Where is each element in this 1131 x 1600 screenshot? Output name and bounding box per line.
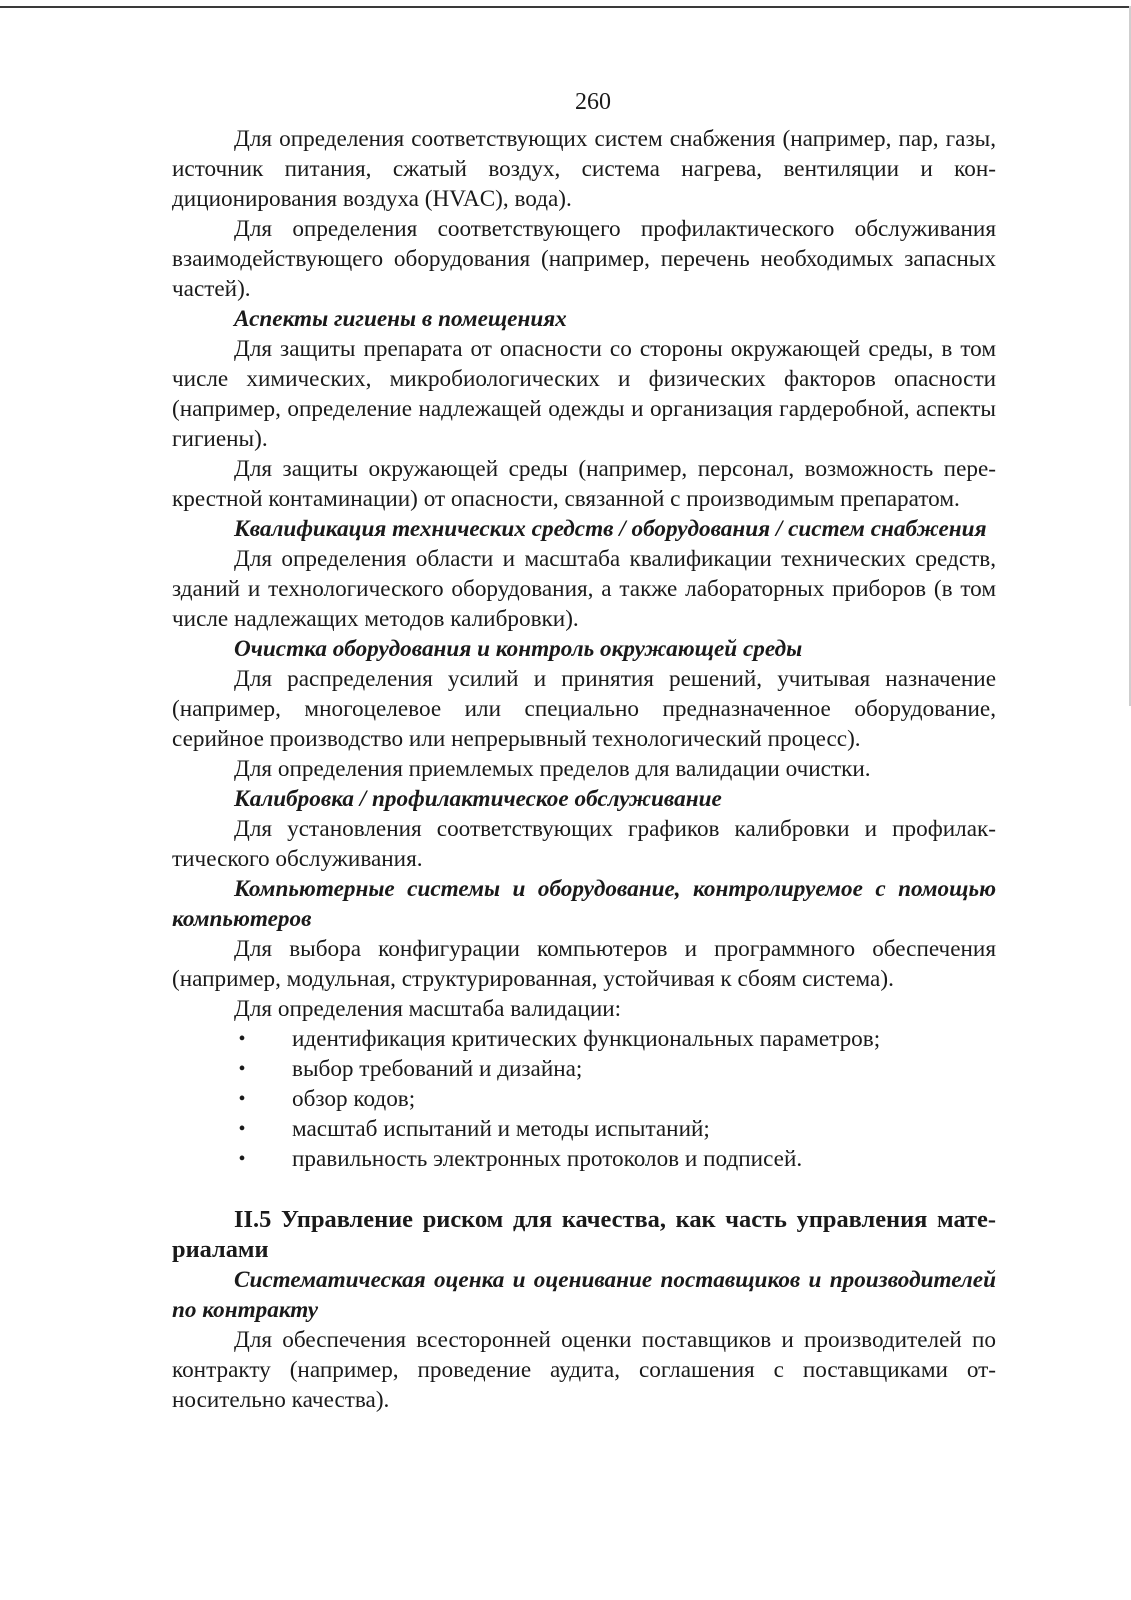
bullet-icon: • bbox=[238, 1088, 246, 1110]
validation-scope-list bbox=[172, 1024, 996, 1174]
paragraph: Для определения соответствующего профилактического обслуживания взаимодействующего оборудования (например, перечень необходимых запасных частей). bbox=[172, 216, 996, 302]
bullet-icon: • bbox=[238, 1058, 246, 1080]
list-item-text: правильность электронных протоколов и подписей. bbox=[292, 1146, 803, 1172]
paragraph: Для защиты препарата от опасности со стороны окружающей среды, в том числе химических, микробиологических и физических факторов опасности (например, определение надлежащей одежды и организация гардеробной, аспекты гигиены). bbox=[172, 336, 996, 452]
list-item bbox=[172, 1144, 996, 1174]
paragraph: Для выбора конфигурации компьютеров и программного обеспечения (например, модульная, структурированная, устойчивая к сбоям система). bbox=[172, 936, 996, 992]
document-body bbox=[172, 124, 996, 1415]
list-item-text: выбор требований и дизайна; bbox=[292, 1056, 583, 1082]
section-title: II.5 Управление риском для качества, как часть управления материалами bbox=[172, 1206, 996, 1263]
bullet-icon: • bbox=[238, 1148, 246, 1170]
paragraph: Для определения соответствующих систем снабжения (например, пар, газы, источник питания, сжатый воздух, система нагрева, вентиляции и кондиционирования воздуха (HVAC), вода). bbox=[172, 126, 996, 212]
page-number: 260 bbox=[575, 89, 611, 115]
section-spacer bbox=[172, 1174, 996, 1205]
list-item-text: обзор кодов; bbox=[292, 1086, 416, 1112]
bullet-icon: • bbox=[238, 1118, 246, 1140]
subheading-computers: Компьютерные системы и оборудование, контролируемое с помощью компьютеров bbox=[172, 876, 996, 932]
paragraph: Для защиты окружающей среды (например, персонал, возможность перекрестной контаминации) от опасности, связанной с производимым препаратом. bbox=[172, 456, 996, 512]
paragraph: Для определения области и масштаба квалификации технических средств, зданий и технологического оборудования, а также лабораторных приборов (в том числе надлежащих методов калибровки). bbox=[172, 546, 996, 632]
paragraph: Для определения приемлемых пределов для валидации очистки. bbox=[234, 756, 871, 782]
top-border-line bbox=[0, 6, 1131, 8]
subheading-qualification: Квалификация технических средств / оборудования / систем снабжения bbox=[234, 516, 987, 542]
list-item bbox=[172, 1054, 996, 1084]
list-item bbox=[172, 1084, 996, 1114]
paragraph: Для обеспечения всесторонней оценки поставщиков и производителей по контракту (например, проведение аудита, соглашения с поставщиками относительно качества). bbox=[172, 1327, 996, 1413]
paragraph: Для распределения усилий и принятия решений, учитывая назначение (например, многоцелевое или специально предназначенное оборудование, серийное производство или непрерывный технологический процесс). bbox=[172, 666, 996, 752]
paragraph: Для определения масштаба валидации: bbox=[234, 996, 622, 1022]
subheading-calibration: Калибровка / профилактическое обслуживание bbox=[234, 786, 722, 812]
subheading-suppliers: Систематическая оценка и оценивание поставщиков и производителей по контракту bbox=[172, 1267, 996, 1323]
subheading-hygiene: Аспекты гигиены в помещениях bbox=[234, 306, 567, 332]
list-item-text: масштаб испытаний и методы испытаний; bbox=[292, 1116, 710, 1142]
list-item bbox=[172, 1114, 996, 1144]
paragraph: Для установления соответствующих графиков калибровки и профилактического обслуживания. bbox=[172, 816, 996, 872]
subheading-cleaning: Очистка оборудования и контроль окружающей среды bbox=[234, 636, 803, 662]
list-item-text: идентификация критических функциональных параметров; bbox=[292, 1026, 881, 1052]
list-item bbox=[172, 1024, 996, 1054]
bullet-icon: • bbox=[238, 1028, 246, 1050]
